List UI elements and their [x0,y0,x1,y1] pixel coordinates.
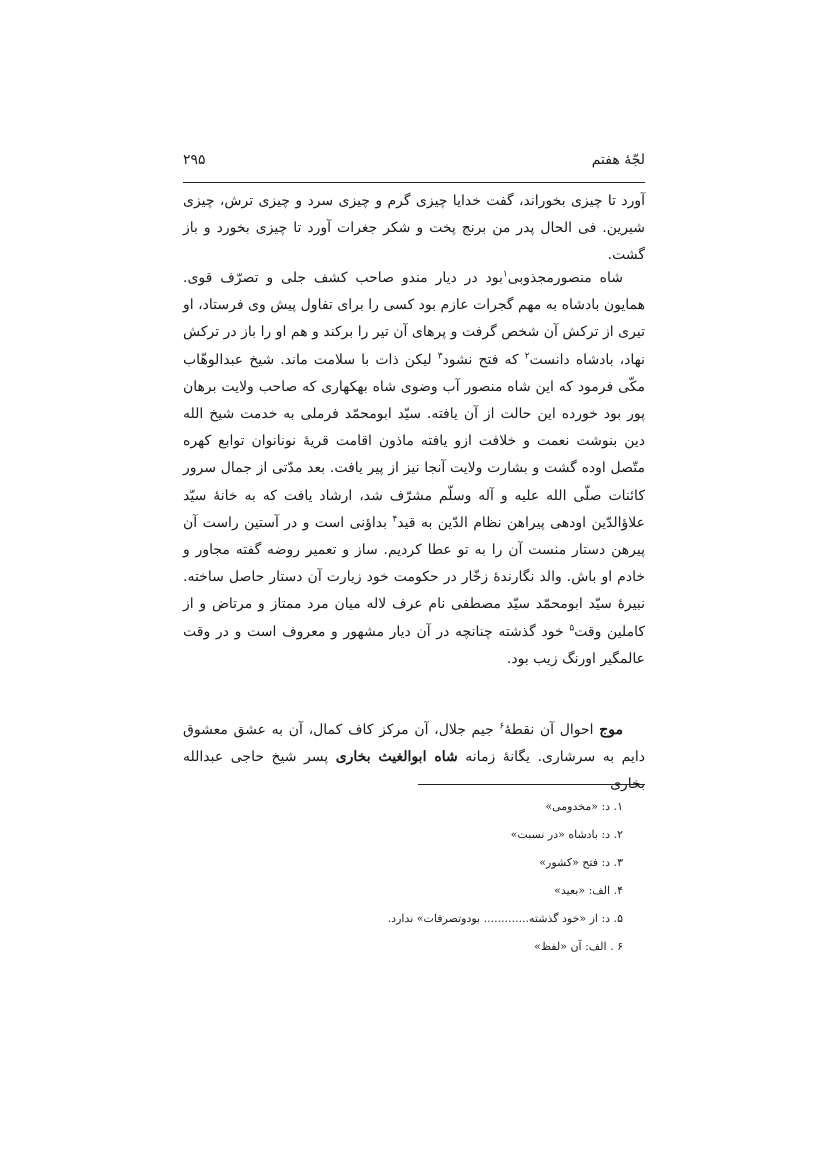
paragraph-3-text [183,717,645,799]
footnote-1: ۱. د: «مخدومی» [545,800,623,813]
paragraph-3-part: جیم جلال، آن مرکز کاف کمال، آن به عشق معشوق دایم به سرشاری. یگانهٔ زمانه [183,722,645,766]
paragraph-2-part: که فتح نشود [442,351,525,368]
paragraph-2-part: شاه منصورمجذوبی [507,270,623,286]
paragraph-2-text [183,265,645,673]
footnote-4: ۴. الف: «بعید» [554,884,623,897]
page-number: ۲۹۵ [183,152,206,168]
paragraph-1-text: آورد تا چیزی بخوراند، گفت خدایا چیزی گرم و چیزی سرد و چیزی ترش، چیزی شیرین. فی الحال پدر من برنج پخت و شکر جغرات آورد تا چیزی بخورد و باز گشت. [183,193,645,264]
person-name-bold: شاه ابوالغیث بخاری [335,749,458,766]
footnote-3: ۳. د: فتح «کشور» [539,856,623,869]
paragraph-3-part: پسر شیخ حاجی عبدالله بخاری [183,749,645,793]
paragraph-2-part: لیکن ذات با سلامت ماند. شیخ عبدالوهّاب مکّی فرمود که این شاه منصور آب وضوی شاه بهکهاری که صاحب ولایت برهان پور بود خورده این حالت از آن یافته. سیّد ابومحمّد فرملی به خدمت شیخ الله دین بنوشت نعمت و خلافت ازو یافته ماذون اقامت قریهٔ نونانوان توابع کهره متّصل اوده گشت و بشارت ولایت آنجا نیز از پیر یافت. بعد مدّتی از جمال سرور کائنات صلّی الله علیه و آله وسلّم مشرّف شد، ارشاد یافت که به خانهٔ سیّد علاؤالدّین اودهی پیراهن نظام الدّین به قید [183,351,646,531]
section-keyword: موج [599,722,623,738]
footnote-ref-4: ۴ [392,514,398,525]
paragraph-3-part: احوال آن نقطهٔ [504,722,600,738]
running-header [183,152,645,178]
footnote-ref-2: ۲ [524,350,530,361]
header-rule [183,182,645,183]
footnote-ref-3: ۳ [437,350,443,361]
footnote-ref-5: ۵ [569,622,575,633]
footnote-ref-6: ۶ [499,721,505,732]
footnotes [183,793,623,961]
footnote-5: ۵. د: از «خود گذشته............. بودوتصرفات» ندارد. [387,912,623,925]
footnote-ref-1: ۱ [502,269,508,280]
paragraph-2-part: بود در دیار مندو صاحب کشف جلی و تصرّف قوی. همایون بادشاه به مهم گجرات عازم بود کسی را برای تفاول پیش وی فرستاد، او تیری از ترکش آن شخص گرفت و پرهای آن تیر را برکند و هم او را باز در ترکش نهاد، بادشاه دانست [183,270,646,368]
paragraph-2-part: خود گذشته چنانچه در آن دیار مشهور و معروف است و در وقت عالمگیر اورنگ زیب بود. [183,623,645,667]
paragraph-2-part: بداؤنی است و در آستین راست آن پیرهن دستار منست آن را به تو عطا کردیم. ساز و تعمیر روضه گفته مجاور و خادم او باش. والد نگارندهٔ زخّار در حکومت خود زیارت آن دستار حاصل ساخته. نبیرهٔ سیّد ابومحمّد سیّد مصطفی نام عرف لاله میان مرد ممتاز و مرتاض و از کاملین وقت [183,514,645,640]
chapter-title: لجّهٔ هفتم [591,152,645,168]
footnote-6: ۶ . الف: آن «لفظ» [534,940,623,953]
footnote-rule [418,784,645,785]
paragraph-1 [183,188,645,270]
paragraph-2 [183,265,645,673]
paragraph-3 [183,717,645,799]
footnote-2: ۲. د: بادشاه «در نسبت» [510,828,623,841]
